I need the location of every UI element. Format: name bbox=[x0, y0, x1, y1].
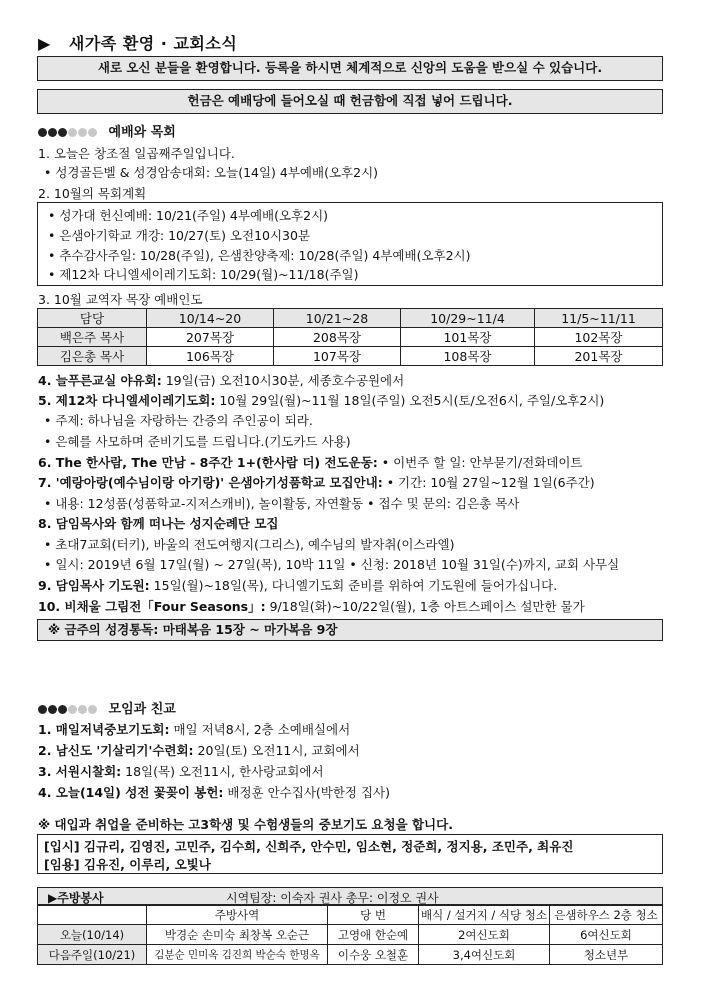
table-cell: 201목장 bbox=[535, 347, 663, 366]
worship-section-title: 예배와 목회 bbox=[38, 121, 176, 140]
worship-item-9: 9. 담임목사 기도원: 15일(월)~18일(목), 다니엘기도회 준비를 위하여 기도원에 들어가십니다. bbox=[38, 578, 558, 593]
worship-item-8-sub: • 초대7교회(터키), 바울의 전도여행지(그리스), 예수님의 발자취(이스라엘) bbox=[44, 537, 455, 552]
plan-line: • 은샘아기학교 개강: 10/27(토) 오전10시30분 bbox=[48, 228, 311, 243]
table-cell: 고영애 한순예 bbox=[328, 925, 419, 945]
table-cell: 김은총 목사 bbox=[38, 347, 147, 366]
table-header-cell bbox=[38, 906, 147, 925]
table-header-cell: 10/21~28 bbox=[274, 309, 401, 328]
table-header-cell: 주방사역 bbox=[147, 906, 328, 925]
welcome-box: 새로 오신 분들을 환영합니다. 등록을 하시면 체계적으로 신앙의 도움을 받으실 수 있습니다. bbox=[37, 56, 663, 81]
table-cell: 101목장 bbox=[401, 328, 535, 347]
plan-line: • 성가대 헌신예배: 10/21(주일) 4부예배(오후2시) bbox=[48, 208, 329, 223]
worship-item-10: 10. 비채울 그림전「Four Seasons」: 9/18일(화)~10/22일(월), 1층 아트스페이스 설만한 물가 bbox=[38, 599, 585, 614]
table-header-row bbox=[38, 309, 663, 328]
worship-item-3: 3. 10월 교역자 목장 예배인도 bbox=[38, 292, 203, 307]
kitchen-title: ▶주방봉사 bbox=[48, 891, 104, 905]
prayer-request-title: ※ 대입과 취업을 준비하는 고3학생 및 수험생들의 중보기도 요청을 합니다. bbox=[38, 817, 453, 832]
worship-item-5-sub: • 주제: 하나님을 자랑하는 간증의 주인공이 되라. bbox=[44, 413, 313, 428]
table-cell: 박경순 손미숙 최창복 오순근 bbox=[147, 925, 328, 945]
table-row bbox=[38, 328, 663, 347]
table-cell: 오늘(10/14) bbox=[38, 925, 147, 945]
prayer-list-box bbox=[37, 834, 663, 874]
bible-reading-box: ※ 금주의 성경통독: 마태복음 15장 ~ 마가복음 9장 bbox=[37, 619, 663, 641]
worship-item-7: 7. '예랑아랑(예수님이랑 아기랑)' 은샘아기성품학교 모집안내: • 기간: 10월 27일~12월 1일(6주간) bbox=[38, 475, 595, 490]
worship-item-7-sub: • 내용: 12성품(성품학교-지저스캐비), 놀이활동, 자연활동 • 접수 및 문의: 김은총 목사 bbox=[44, 496, 520, 511]
table-row bbox=[38, 945, 663, 965]
table-cell: 2여신도회 bbox=[419, 925, 550, 945]
prayer-line: [임용] 김유진, 이루리, 오빛나 bbox=[44, 857, 211, 872]
table-cell: 106목장 bbox=[147, 347, 274, 366]
kitchen-table bbox=[37, 905, 663, 965]
fellowship-item-4: 4. 오늘(14일) 성전 꽃꽂이 봉헌: 배정훈 안수집사(박한정 집사) bbox=[38, 785, 391, 800]
kitchen-leaders: 시역팀장: 이숙자 권사 총무: 이정오 권사 bbox=[226, 891, 439, 905]
dots-icon bbox=[38, 702, 98, 717]
table-cell: 백은주 목사 bbox=[38, 328, 147, 347]
worship-item-2: 2. 10월의 목회계획 bbox=[38, 186, 147, 201]
october-plan-box bbox=[37, 202, 663, 286]
table-header-cell: 배식 / 설거지 / 식당 청소 bbox=[419, 906, 550, 925]
fellowship-item-3: 3. 서원시찰회: 18일(목) 오전11시, 한사랑교회에서 bbox=[38, 764, 324, 779]
worship-item-8-sub: • 일시: 2019년 6월 17일(월) ~ 27일(목), 10박 11일 • 신청: 2018년 10월 31일(수)까지, 교회 사무실 bbox=[44, 557, 620, 572]
worship-item-6: 6. The 한사람, The 만남 - 8주간 1+(한사람 더) 전도운동: • 이번주 할 일: 안부묻기/전화데이트 bbox=[38, 455, 583, 470]
worship-item-4: 4. 늘푸른교실 야유회: 19일(금) 오전10시30분, 세종호수공원에서 bbox=[38, 373, 405, 388]
table-header-row bbox=[38, 906, 663, 925]
table-cell: 이수웅 오철훈 bbox=[328, 945, 419, 965]
table-cell: 청소년부 bbox=[550, 945, 663, 965]
table-cell: 3,4여신도회 bbox=[419, 945, 550, 965]
kitchen-header bbox=[37, 887, 663, 905]
table-cell: 김분순 민미옥 김진희 박순숙 한명옥 bbox=[147, 945, 328, 965]
table-cell: 207목장 bbox=[147, 328, 274, 347]
table-cell: 6여신도회 bbox=[550, 925, 663, 945]
plan-line: • 추수감사주일: 10/28(주일), 은샘찬양축제: 10/28(주일) 4부예배(오후2시) bbox=[48, 248, 471, 263]
section-header bbox=[38, 31, 237, 54]
dots-icon bbox=[38, 125, 98, 140]
worship-item-8: 8. 담임목사와 함께 떠나는 성지순례단 모집 bbox=[38, 516, 279, 531]
pastor-schedule-table bbox=[37, 308, 663, 366]
table-row bbox=[38, 925, 663, 945]
fellowship-section-title: 모임과 친교 bbox=[38, 698, 176, 717]
table-header-cell: 당 번 bbox=[328, 906, 419, 925]
worship-item-1-sub: • 성경골든벨 & 성경암송대회: 오늘(14일) 4부예배(오후2시) bbox=[44, 165, 379, 180]
table-header-cell: 담당 bbox=[38, 309, 147, 328]
table-cell: 107목장 bbox=[274, 347, 401, 366]
prayer-line: [입시] 김규리, 김영진, 고민주, 김수희, 신희주, 안수민, 임소현, 정준희, 정지용, 조민주, 최유진 bbox=[44, 839, 574, 854]
table-row bbox=[38, 347, 663, 366]
table-header-cell: 10/29~11/4 bbox=[401, 309, 535, 328]
table-header-cell: 은샘하우스 2층 청소 bbox=[550, 906, 663, 925]
arrow-icon: ▶ bbox=[38, 34, 51, 53]
fellowship-item-2: 2. 남신도 '기살리기'수련회: 20일(토) 오전11시, 교회에서 bbox=[38, 743, 360, 758]
worship-item-5-sub: • 은혜를 사모하며 준비기도를 드립니다.(기도카드 사용) bbox=[44, 434, 351, 449]
table-cell: 다음주일(10/21) bbox=[38, 945, 147, 965]
table-cell: 208목장 bbox=[274, 328, 401, 347]
table-header-cell: 10/14~20 bbox=[147, 309, 274, 328]
worship-item-1: 1. 오늘은 창조절 일곱째주일입니다. bbox=[38, 146, 235, 161]
page-title: 새가족 환영 · 교회소식 bbox=[68, 34, 238, 53]
table-cell: 102목장 bbox=[535, 328, 663, 347]
worship-item-5: 5. 제12차 다니엘세이레기도회: 10월 29일(월)~11월 18일(주일) 오전5시(토/오전6시, 주일/오후2시) bbox=[38, 393, 605, 408]
table-cell: 108목장 bbox=[401, 347, 535, 366]
table-header-cell: 11/5~11/11 bbox=[535, 309, 663, 328]
fellowship-item-1: 1. 매일저녁중보기도회: 매일 저녁8시, 2층 소예배실에서 bbox=[38, 722, 351, 737]
offering-box: 헌금은 예배당에 들어오실 때 헌금함에 직접 넣어 드립니다. bbox=[37, 89, 663, 114]
plan-line: • 제12차 다니엘세이레기도회: 10/29(월)~11/18(주일) bbox=[48, 267, 359, 282]
